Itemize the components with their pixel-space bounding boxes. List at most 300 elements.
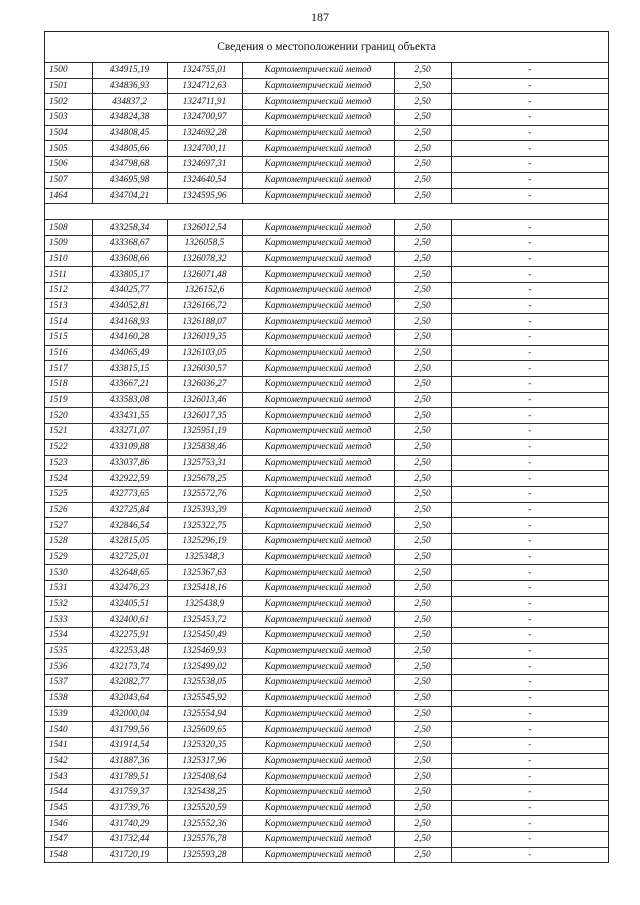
description-cell: - bbox=[451, 330, 608, 346]
description-cell: - bbox=[451, 392, 608, 408]
accuracy-cell: 2,50 bbox=[394, 706, 451, 722]
accuracy-cell: 2,50 bbox=[394, 847, 451, 863]
description-cell: - bbox=[451, 361, 608, 377]
point-number-cell: 1525 bbox=[45, 486, 92, 502]
y-coordinate-cell: 1326012,54 bbox=[167, 220, 242, 236]
method-cell: Картометрический метод bbox=[242, 455, 394, 471]
table-row bbox=[45, 377, 608, 393]
description-cell: - bbox=[451, 612, 608, 628]
accuracy-cell: 2,50 bbox=[394, 612, 451, 628]
x-coordinate-cell: 434025,77 bbox=[92, 282, 167, 298]
point-number-cell: 1534 bbox=[45, 628, 92, 644]
accuracy-cell: 2,50 bbox=[394, 659, 451, 675]
y-coordinate-cell: 1325554,94 bbox=[167, 706, 242, 722]
point-number-cell: 1542 bbox=[45, 753, 92, 769]
table-row bbox=[45, 549, 608, 565]
x-coordinate-cell: 432173,74 bbox=[92, 659, 167, 675]
y-coordinate-cell: 1326188,07 bbox=[167, 314, 242, 330]
accuracy-cell: 2,50 bbox=[394, 675, 451, 691]
method-cell: Картометрический метод bbox=[242, 314, 394, 330]
description-cell: - bbox=[451, 455, 608, 471]
x-coordinate-cell: 431789,51 bbox=[92, 769, 167, 785]
point-number-cell: 1517 bbox=[45, 361, 92, 377]
accuracy-cell: 2,50 bbox=[394, 549, 451, 565]
method-cell: Картометрический метод bbox=[242, 408, 394, 424]
y-coordinate-cell: 1324697,31 bbox=[167, 157, 242, 173]
y-coordinate-cell: 1326071,48 bbox=[167, 267, 242, 283]
x-coordinate-cell: 434168,93 bbox=[92, 314, 167, 330]
accuracy-cell: 2,50 bbox=[394, 298, 451, 314]
table-row bbox=[45, 157, 608, 173]
point-number-cell: 1501 bbox=[45, 78, 92, 94]
y-coordinate-cell: 1325593,28 bbox=[167, 847, 242, 863]
method-cell: Картометрический метод bbox=[242, 753, 394, 769]
method-cell: Картометрический метод bbox=[242, 330, 394, 346]
description-cell: - bbox=[451, 220, 608, 236]
method-cell: Картометрический метод bbox=[242, 800, 394, 816]
accuracy-cell: 2,50 bbox=[394, 94, 451, 110]
description-cell: - bbox=[451, 235, 608, 251]
x-coordinate-cell: 432000,04 bbox=[92, 706, 167, 722]
method-cell: Картометрический метод bbox=[242, 486, 394, 502]
method-cell: Картометрический метод bbox=[242, 581, 394, 597]
point-number-cell: 1520 bbox=[45, 408, 92, 424]
point-number-cell: 1511 bbox=[45, 267, 92, 283]
coordinates-table bbox=[45, 63, 608, 863]
y-coordinate-cell: 1325499,02 bbox=[167, 659, 242, 675]
description-cell: - bbox=[451, 596, 608, 612]
point-number-cell: 1508 bbox=[45, 220, 92, 236]
y-coordinate-cell: 1324692,28 bbox=[167, 125, 242, 141]
point-number-cell: 1548 bbox=[45, 847, 92, 863]
point-number-cell: 1543 bbox=[45, 769, 92, 785]
description-cell: - bbox=[451, 486, 608, 502]
method-cell: Картометрический метод bbox=[242, 125, 394, 141]
method-cell: Картометрический метод bbox=[242, 502, 394, 518]
point-number-cell: 1527 bbox=[45, 518, 92, 534]
method-cell: Картометрический метод bbox=[242, 424, 394, 440]
point-number-cell: 1522 bbox=[45, 439, 92, 455]
y-coordinate-cell: 1324595,96 bbox=[167, 188, 242, 204]
method-cell: Картометрический метод bbox=[242, 220, 394, 236]
point-number-cell: 1541 bbox=[45, 737, 92, 753]
y-coordinate-cell: 1325609,65 bbox=[167, 722, 242, 738]
x-coordinate-cell: 433368,67 bbox=[92, 235, 167, 251]
description-cell: - bbox=[451, 377, 608, 393]
point-number-cell: 1502 bbox=[45, 94, 92, 110]
description-cell: - bbox=[451, 769, 608, 785]
table-row bbox=[45, 408, 608, 424]
x-coordinate-cell: 431739,76 bbox=[92, 800, 167, 816]
x-coordinate-cell: 433258,34 bbox=[92, 220, 167, 236]
accuracy-cell: 2,50 bbox=[394, 455, 451, 471]
y-coordinate-cell: 1325348,3 bbox=[167, 549, 242, 565]
y-coordinate-cell: 1326152,6 bbox=[167, 282, 242, 298]
point-number-cell: 1532 bbox=[45, 596, 92, 612]
table-row bbox=[45, 722, 608, 738]
description-cell: - bbox=[451, 298, 608, 314]
x-coordinate-cell: 433037,86 bbox=[92, 455, 167, 471]
y-coordinate-cell: 1325545,92 bbox=[167, 690, 242, 706]
description-cell: - bbox=[451, 816, 608, 832]
x-coordinate-cell: 432400,61 bbox=[92, 612, 167, 628]
method-cell: Картометрический метод bbox=[242, 847, 394, 863]
point-number-cell: 1546 bbox=[45, 816, 92, 832]
y-coordinate-cell: 1325453,72 bbox=[167, 612, 242, 628]
x-coordinate-cell: 433805,17 bbox=[92, 267, 167, 283]
description-cell: - bbox=[451, 659, 608, 675]
accuracy-cell: 2,50 bbox=[394, 141, 451, 157]
x-coordinate-cell: 432773,65 bbox=[92, 486, 167, 502]
method-cell: Картометрический метод bbox=[242, 439, 394, 455]
accuracy-cell: 2,50 bbox=[394, 581, 451, 597]
page-number: 187 bbox=[311, 10, 329, 24]
point-number-cell: 1507 bbox=[45, 172, 92, 188]
y-coordinate-cell: 1325320,35 bbox=[167, 737, 242, 753]
table-row bbox=[45, 675, 608, 691]
method-cell: Картометрический метод bbox=[242, 157, 394, 173]
table-row bbox=[45, 612, 608, 628]
description-cell: - bbox=[451, 125, 608, 141]
accuracy-cell: 2,50 bbox=[394, 392, 451, 408]
table-row bbox=[45, 690, 608, 706]
accuracy-cell: 2,50 bbox=[394, 424, 451, 440]
accuracy-cell: 2,50 bbox=[394, 502, 451, 518]
accuracy-cell: 2,50 bbox=[394, 330, 451, 346]
description-cell: - bbox=[451, 832, 608, 848]
x-coordinate-cell: 431799,56 bbox=[92, 722, 167, 738]
y-coordinate-cell: 1325418,16 bbox=[167, 581, 242, 597]
table-row bbox=[45, 361, 608, 377]
method-cell: Картометрический метод bbox=[242, 298, 394, 314]
y-coordinate-cell: 1324700,11 bbox=[167, 141, 242, 157]
accuracy-cell: 2,50 bbox=[394, 800, 451, 816]
accuracy-cell: 2,50 bbox=[394, 345, 451, 361]
accuracy-cell: 2,50 bbox=[394, 533, 451, 549]
x-coordinate-cell: 433431,55 bbox=[92, 408, 167, 424]
table-row bbox=[45, 94, 608, 110]
point-number-cell: 1515 bbox=[45, 330, 92, 346]
table-row bbox=[45, 832, 608, 848]
accuracy-cell: 2,50 bbox=[394, 816, 451, 832]
accuracy-cell: 2,50 bbox=[394, 267, 451, 283]
accuracy-cell: 2,50 bbox=[394, 628, 451, 644]
y-coordinate-cell: 1324711,91 bbox=[167, 94, 242, 110]
method-cell: Картометрический метод bbox=[242, 706, 394, 722]
description-cell: - bbox=[451, 533, 608, 549]
y-coordinate-cell: 1326019,35 bbox=[167, 330, 242, 346]
x-coordinate-cell: 434704,21 bbox=[92, 188, 167, 204]
x-coordinate-cell: 432922,59 bbox=[92, 471, 167, 487]
x-coordinate-cell: 432648,65 bbox=[92, 565, 167, 581]
method-cell: Картометрический метод bbox=[242, 832, 394, 848]
method-cell: Картометрический метод bbox=[242, 659, 394, 675]
description-cell: - bbox=[451, 141, 608, 157]
point-number-cell: 1544 bbox=[45, 784, 92, 800]
x-coordinate-cell: 433608,66 bbox=[92, 251, 167, 267]
method-cell: Картометрический метод bbox=[242, 737, 394, 753]
x-coordinate-cell: 431720,19 bbox=[92, 847, 167, 863]
description-cell: - bbox=[451, 172, 608, 188]
y-coordinate-cell: 1325393,39 bbox=[167, 502, 242, 518]
method-cell: Картометрический метод bbox=[242, 816, 394, 832]
table-row bbox=[45, 753, 608, 769]
description-cell: - bbox=[451, 800, 608, 816]
x-coordinate-cell: 434160,28 bbox=[92, 330, 167, 346]
table-row bbox=[45, 486, 608, 502]
accuracy-cell: 2,50 bbox=[394, 125, 451, 141]
accuracy-cell: 2,50 bbox=[394, 690, 451, 706]
y-coordinate-cell: 1325572,76 bbox=[167, 486, 242, 502]
accuracy-cell: 2,50 bbox=[394, 361, 451, 377]
y-coordinate-cell: 1324640,54 bbox=[167, 172, 242, 188]
accuracy-cell: 2,50 bbox=[394, 251, 451, 267]
table-row bbox=[45, 581, 608, 597]
table-row bbox=[45, 439, 608, 455]
method-cell: Картометрический метод bbox=[242, 63, 394, 78]
point-number-cell: 1516 bbox=[45, 345, 92, 361]
description-cell: - bbox=[451, 737, 608, 753]
point-number-cell: 1536 bbox=[45, 659, 92, 675]
description-cell: - bbox=[451, 518, 608, 534]
method-cell: Картометрический метод bbox=[242, 267, 394, 283]
point-number-cell: 1533 bbox=[45, 612, 92, 628]
method-cell: Картометрический метод bbox=[242, 361, 394, 377]
table-row bbox=[45, 220, 608, 236]
description-cell: - bbox=[451, 63, 608, 78]
point-number-cell: 1547 bbox=[45, 832, 92, 848]
point-number-cell: 1528 bbox=[45, 533, 92, 549]
table-row bbox=[45, 471, 608, 487]
accuracy-cell: 2,50 bbox=[394, 643, 451, 659]
y-coordinate-cell: 1326030,57 bbox=[167, 361, 242, 377]
method-cell: Картометрический метод bbox=[242, 110, 394, 126]
x-coordinate-cell: 433815,15 bbox=[92, 361, 167, 377]
y-coordinate-cell: 1325317,96 bbox=[167, 753, 242, 769]
table-row bbox=[45, 455, 608, 471]
description-cell: - bbox=[451, 549, 608, 565]
point-number-cell: 1519 bbox=[45, 392, 92, 408]
point-number-cell: 1540 bbox=[45, 722, 92, 738]
table-row bbox=[45, 643, 608, 659]
table-row bbox=[45, 110, 608, 126]
x-coordinate-cell: 434065,49 bbox=[92, 345, 167, 361]
point-number-cell: 1523 bbox=[45, 455, 92, 471]
table-row bbox=[45, 314, 608, 330]
y-coordinate-cell: 1325438,9 bbox=[167, 596, 242, 612]
table-row bbox=[45, 392, 608, 408]
description-cell: - bbox=[451, 706, 608, 722]
table-row bbox=[45, 63, 608, 78]
x-coordinate-cell: 432815,05 bbox=[92, 533, 167, 549]
table-row bbox=[45, 424, 608, 440]
y-coordinate-cell: 1325576,78 bbox=[167, 832, 242, 848]
point-number-cell: 1529 bbox=[45, 549, 92, 565]
table-row bbox=[45, 659, 608, 675]
coordinates-table-body bbox=[45, 63, 608, 863]
y-coordinate-cell: 1326036,27 bbox=[167, 377, 242, 393]
y-coordinate-cell: 1325438,25 bbox=[167, 784, 242, 800]
table-row bbox=[45, 282, 608, 298]
x-coordinate-cell: 434808,45 bbox=[92, 125, 167, 141]
method-cell: Картометрический метод bbox=[242, 282, 394, 298]
y-coordinate-cell: 1325552,36 bbox=[167, 816, 242, 832]
x-coordinate-cell: 433271,07 bbox=[92, 424, 167, 440]
method-cell: Картометрический метод bbox=[242, 643, 394, 659]
table-row bbox=[45, 330, 608, 346]
point-number-cell: 1530 bbox=[45, 565, 92, 581]
table-row bbox=[45, 565, 608, 581]
x-coordinate-cell: 433583,08 bbox=[92, 392, 167, 408]
accuracy-cell: 2,50 bbox=[394, 471, 451, 487]
y-coordinate-cell: 1326166,72 bbox=[167, 298, 242, 314]
table-row bbox=[45, 267, 608, 283]
y-coordinate-cell: 1325367,63 bbox=[167, 565, 242, 581]
x-coordinate-cell: 432725,01 bbox=[92, 549, 167, 565]
table-row bbox=[45, 737, 608, 753]
x-coordinate-cell: 431887,36 bbox=[92, 753, 167, 769]
x-coordinate-cell: 434824,38 bbox=[92, 110, 167, 126]
description-cell: - bbox=[451, 424, 608, 440]
point-number-cell: 1506 bbox=[45, 157, 92, 173]
table-row bbox=[45, 188, 608, 204]
description-cell: - bbox=[451, 690, 608, 706]
description-cell: - bbox=[451, 94, 608, 110]
method-cell: Картометрический метод bbox=[242, 690, 394, 706]
method-cell: Картометрический метод bbox=[242, 628, 394, 644]
x-coordinate-cell: 434915,19 bbox=[92, 63, 167, 78]
method-cell: Картометрический метод bbox=[242, 377, 394, 393]
point-number-cell: 1539 bbox=[45, 706, 92, 722]
table-row bbox=[45, 141, 608, 157]
point-number-cell: 1512 bbox=[45, 282, 92, 298]
y-coordinate-cell: 1324755,01 bbox=[167, 63, 242, 78]
description-cell: - bbox=[451, 267, 608, 283]
method-cell: Картометрический метод bbox=[242, 345, 394, 361]
method-cell: Картометрический метод bbox=[242, 188, 394, 204]
method-cell: Картометрический метод bbox=[242, 784, 394, 800]
coordinates-table-frame bbox=[44, 31, 609, 863]
accuracy-cell: 2,50 bbox=[394, 769, 451, 785]
y-coordinate-cell: 1325951,19 bbox=[167, 424, 242, 440]
y-coordinate-cell: 1326078,32 bbox=[167, 251, 242, 267]
x-coordinate-cell: 432476,23 bbox=[92, 581, 167, 597]
description-cell: - bbox=[451, 847, 608, 863]
method-cell: Картометрический метод bbox=[242, 471, 394, 487]
accuracy-cell: 2,50 bbox=[394, 408, 451, 424]
method-cell: Картометрический метод bbox=[242, 596, 394, 612]
table-row bbox=[45, 847, 608, 863]
accuracy-cell: 2,50 bbox=[394, 157, 451, 173]
y-coordinate-cell: 1326017,35 bbox=[167, 408, 242, 424]
point-number-cell: 1526 bbox=[45, 502, 92, 518]
table-row bbox=[45, 816, 608, 832]
point-number-cell: 1513 bbox=[45, 298, 92, 314]
accuracy-cell: 2,50 bbox=[394, 172, 451, 188]
table-row bbox=[45, 78, 608, 94]
y-coordinate-cell: 1324700,97 bbox=[167, 110, 242, 126]
table-row bbox=[45, 251, 608, 267]
description-cell: - bbox=[451, 471, 608, 487]
y-coordinate-cell: 1325322,75 bbox=[167, 518, 242, 534]
table-row bbox=[45, 784, 608, 800]
accuracy-cell: 2,50 bbox=[394, 78, 451, 94]
description-cell: - bbox=[451, 157, 608, 173]
method-cell: Картометрический метод bbox=[242, 612, 394, 628]
accuracy-cell: 2,50 bbox=[394, 377, 451, 393]
x-coordinate-cell: 432725,84 bbox=[92, 502, 167, 518]
point-number-cell: 1545 bbox=[45, 800, 92, 816]
point-number-cell: 1535 bbox=[45, 643, 92, 659]
point-number-cell: 1505 bbox=[45, 141, 92, 157]
description-cell: - bbox=[451, 110, 608, 126]
y-coordinate-cell: 1326013,46 bbox=[167, 392, 242, 408]
y-coordinate-cell: 1324712,63 bbox=[167, 78, 242, 94]
description-cell: - bbox=[451, 251, 608, 267]
accuracy-cell: 2,50 bbox=[394, 188, 451, 204]
accuracy-cell: 2,50 bbox=[394, 832, 451, 848]
point-number-cell: 1537 bbox=[45, 675, 92, 691]
accuracy-cell: 2,50 bbox=[394, 314, 451, 330]
table-row bbox=[45, 172, 608, 188]
y-coordinate-cell: 1325520,59 bbox=[167, 800, 242, 816]
accuracy-cell: 2,50 bbox=[394, 784, 451, 800]
x-coordinate-cell: 431759,37 bbox=[92, 784, 167, 800]
x-coordinate-cell: 434805,66 bbox=[92, 141, 167, 157]
table-row bbox=[45, 706, 608, 722]
method-cell: Картометрический метод bbox=[242, 251, 394, 267]
description-cell: - bbox=[451, 439, 608, 455]
accuracy-cell: 2,50 bbox=[394, 282, 451, 298]
point-number-cell: 1514 bbox=[45, 314, 92, 330]
x-coordinate-cell: 432082,77 bbox=[92, 675, 167, 691]
point-number-cell: 1464 bbox=[45, 188, 92, 204]
method-cell: Картометрический метод bbox=[242, 392, 394, 408]
description-cell: - bbox=[451, 188, 608, 204]
method-cell: Картометрический метод bbox=[242, 141, 394, 157]
table-row bbox=[45, 125, 608, 141]
x-coordinate-cell: 431914,54 bbox=[92, 737, 167, 753]
x-coordinate-cell: 434836,93 bbox=[92, 78, 167, 94]
x-coordinate-cell: 431732,44 bbox=[92, 832, 167, 848]
table-row bbox=[45, 235, 608, 251]
table-row bbox=[45, 800, 608, 816]
y-coordinate-cell: 1325678,25 bbox=[167, 471, 242, 487]
x-coordinate-cell: 432846,54 bbox=[92, 518, 167, 534]
method-cell: Картометрический метод bbox=[242, 235, 394, 251]
description-cell: - bbox=[451, 408, 608, 424]
accuracy-cell: 2,50 bbox=[394, 737, 451, 753]
description-cell: - bbox=[451, 502, 608, 518]
accuracy-cell: 2,50 bbox=[394, 518, 451, 534]
method-cell: Картометрический метод bbox=[242, 78, 394, 94]
description-cell: - bbox=[451, 784, 608, 800]
x-coordinate-cell: 433667,21 bbox=[92, 377, 167, 393]
y-coordinate-cell: 1326103,05 bbox=[167, 345, 242, 361]
table-row bbox=[45, 596, 608, 612]
method-cell: Картометрический метод bbox=[242, 549, 394, 565]
x-coordinate-cell: 432405,51 bbox=[92, 596, 167, 612]
accuracy-cell: 2,50 bbox=[394, 565, 451, 581]
method-cell: Картометрический метод bbox=[242, 565, 394, 581]
description-cell: - bbox=[451, 314, 608, 330]
y-coordinate-cell: 1325838,46 bbox=[167, 439, 242, 455]
accuracy-cell: 2,50 bbox=[394, 753, 451, 769]
y-coordinate-cell: 1325469,93 bbox=[167, 643, 242, 659]
accuracy-cell: 2,50 bbox=[394, 486, 451, 502]
point-number-cell: 1504 bbox=[45, 125, 92, 141]
table-row bbox=[45, 628, 608, 644]
